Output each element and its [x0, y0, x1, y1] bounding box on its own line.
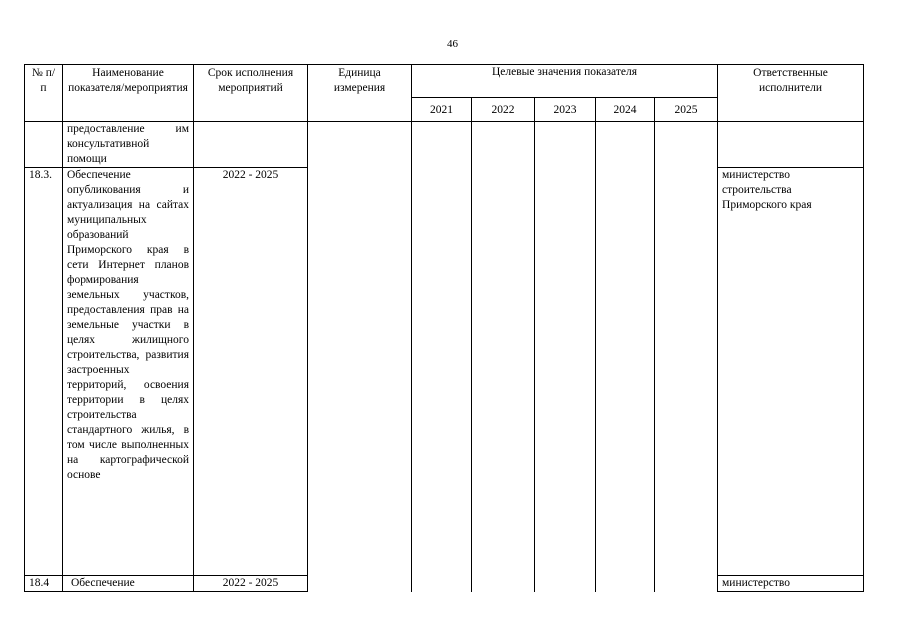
row-unit — [308, 122, 412, 592]
row-term — [194, 122, 308, 168]
row-term: 2022 - 2025 — [194, 168, 308, 576]
year-2024: 2024 — [596, 98, 655, 122]
page-number: 46 — [447, 38, 458, 50]
cell-2022 — [472, 122, 535, 592]
row-name: Обеспечение — [63, 576, 194, 592]
row-num: 18.4 — [25, 576, 63, 592]
header-row — [25, 65, 864, 98]
year-2023: 2023 — [535, 98, 596, 122]
cell-2023 — [535, 122, 596, 592]
row-term: 2022 - 2025 — [194, 576, 308, 592]
header-num: № п/п — [25, 65, 63, 122]
row-responsible: министерство строительства Приморского края — [718, 168, 864, 576]
row-num — [25, 122, 63, 168]
header-unit: Единица измерения — [308, 65, 412, 122]
row-name: Обеспечение опубликования и актуализация на сайтах муниципальных образований Приморского края в сети Интернет планов формирования земельных участков, предоставления прав на земельные участки в целях жилищного строительства, развития застроенных территорий, освоения территории в целях строительства стандартного жилья, в том числе выполненных на картографической основе — [63, 168, 194, 576]
table-row — [25, 122, 864, 168]
header-name: Наименование показателя/мероприятия — [63, 65, 194, 122]
row-responsible — [718, 122, 864, 168]
year-2022: 2022 — [472, 98, 535, 122]
year-2025: 2025 — [655, 98, 718, 122]
row-num: 18.3. — [25, 168, 63, 576]
header-target: Целевые значения показателя — [412, 65, 718, 98]
header-responsible: Ответственные исполнители — [718, 65, 864, 122]
header-term: Срок исполнения мероприятий — [194, 65, 308, 122]
year-2021: 2021 — [412, 98, 472, 122]
cell-2021 — [412, 122, 472, 592]
program-table — [24, 64, 864, 592]
cell-2024 — [596, 122, 655, 592]
row-responsible: министерство — [718, 576, 864, 592]
cell-2025 — [655, 122, 718, 592]
row-name: предоставление им консультативной помощи — [63, 122, 194, 168]
